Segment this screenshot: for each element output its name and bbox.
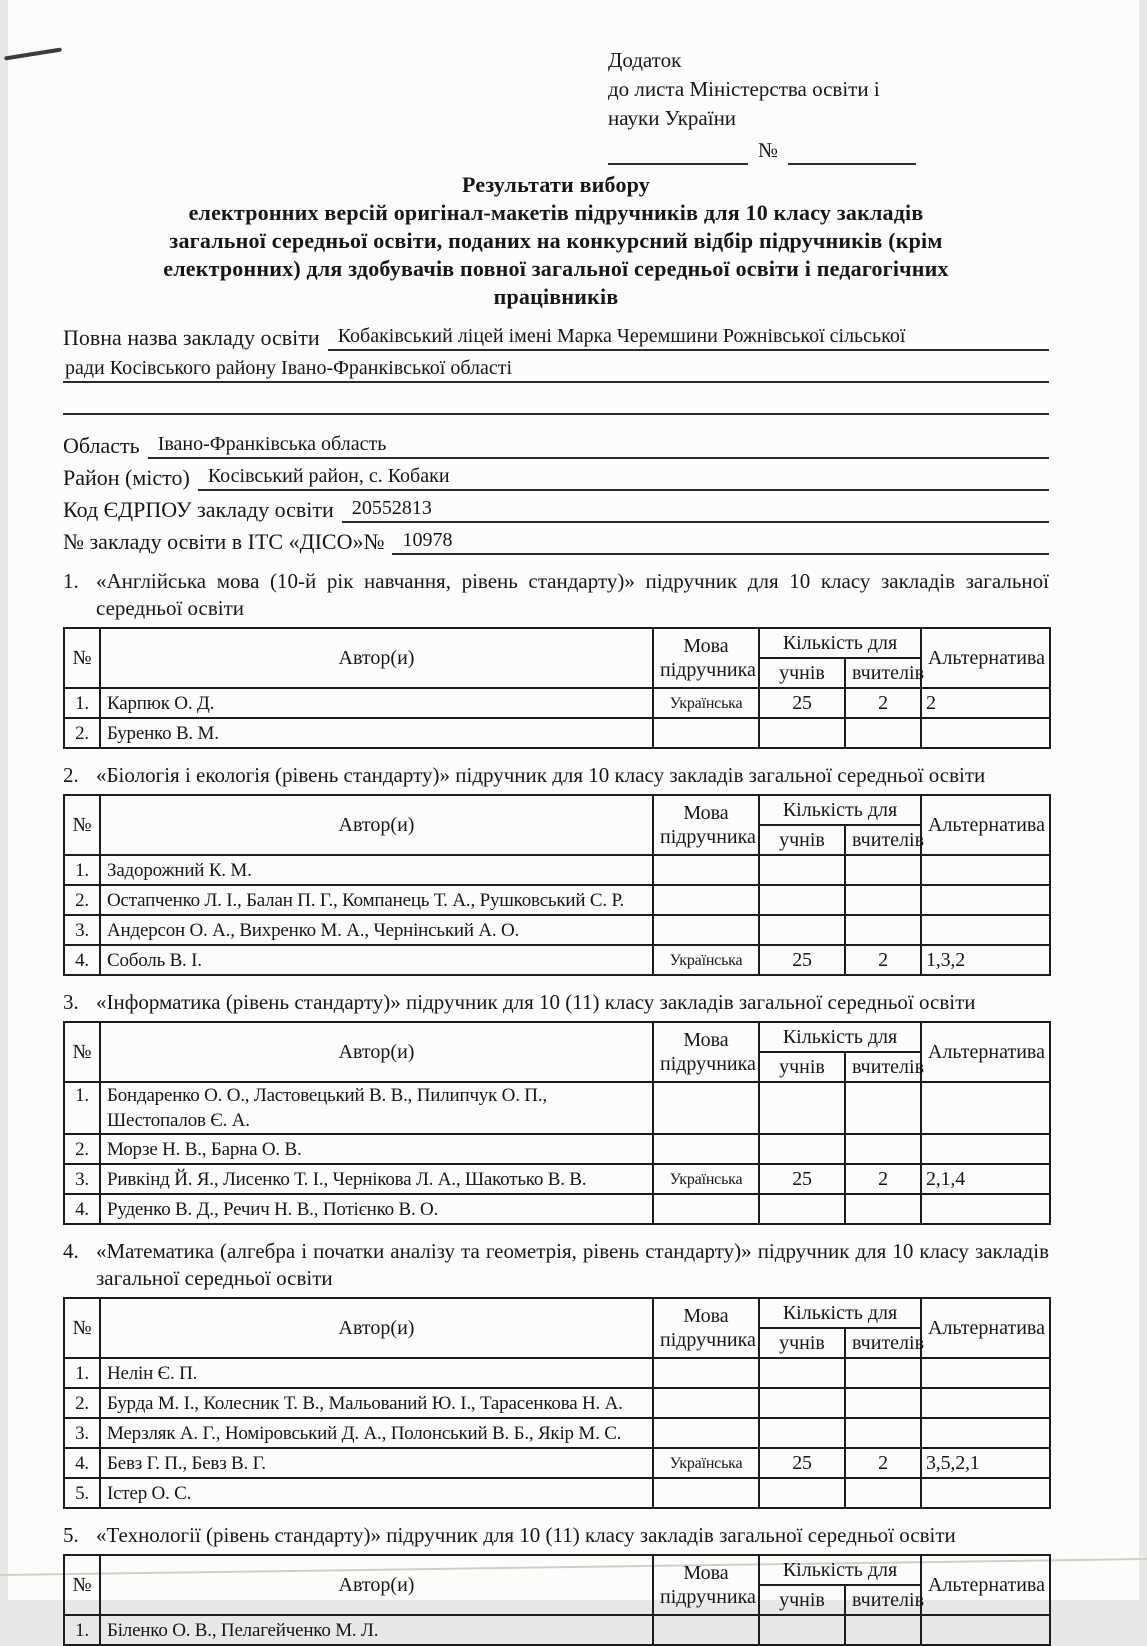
appendix-line: науки України [608,106,737,130]
section-heading-1 [63,568,1049,622]
table-row [64,718,1050,748]
col-header-quantity: Кількість для [759,1555,921,1585]
cell-alternative [921,1358,1050,1388]
cell-alternative [921,718,1050,748]
number-sign: № [758,138,779,162]
cell-teachers [845,1388,921,1418]
appendix-line: Додаток [608,48,682,72]
table-row [64,915,1050,945]
cell-language [653,1194,759,1224]
edrpou-label: Код ЄДРПОУ закладу освіти [63,497,334,522]
col-header-quantity: Кількість для [759,1298,921,1328]
section-number: 2. [63,763,79,787]
edrpou-value: 20552813 [342,497,1049,523]
cell-authors: Задорожний К. М. [100,855,653,885]
cell-authors: Руденко В. Д., Речич Н. В., Потієнко В. О. [100,1194,653,1224]
cell-students [759,718,845,748]
cell-num: 2. [64,885,100,915]
section-heading-3 [63,989,1049,1016]
col-header-teachers: вчителів [845,1328,921,1358]
cell-authors: Карпюк О. Д. [100,688,653,718]
textbook-table-5 [63,1554,1051,1646]
region-value: Івано-Франківська область [148,433,1049,459]
cell-alternative [921,1615,1050,1645]
cell-num: 1. [64,855,100,885]
col-header-quantity: Кількість для [759,795,921,825]
cell-students: 25 [759,688,845,718]
cell-language [653,885,759,915]
col-header-alternative: Альтернатива [921,795,1050,855]
cell-students: 25 [759,1164,845,1194]
col-header-authors: Автор(и) [100,1022,653,1082]
cell-language [653,1358,759,1388]
col-header-language: Мова підручника [653,1298,759,1358]
cell-authors: Ривкінд Й. Я., Лисенко Т. І., Чернікова Л. А., Шакотько В. В. [100,1164,653,1194]
cell-language: Українська [653,945,759,975]
col-header-num: № [64,628,100,688]
cell-students [759,915,845,945]
textbook-table-3 [63,1021,1051,1225]
cell-alternative [921,1082,1050,1134]
appendix-line: до листа Міністерства освіти і [608,77,880,101]
cell-authors: Бевз Г. П., Бевз В. Г. [100,1448,653,1478]
cell-num: 2. [64,1134,100,1164]
cell-authors: Біленко О. В., Пелагейченко М. Л. [100,1615,653,1645]
col-header-authors: Автор(и) [100,628,653,688]
cell-alternative: 1,3,2 [921,945,1050,975]
table-row [64,1358,1050,1388]
textbook-table-1 [63,627,1051,749]
textbook-table-4 [63,1297,1051,1509]
cell-language: Українська [653,688,759,718]
cell-authors: Остапченко Л. І., Балан П. Г., Компанець Т. А., Рушковський С. Р. [100,885,653,915]
table-row [64,1418,1050,1448]
cell-num: 3. [64,1418,100,1448]
section-number: 3. [63,990,79,1014]
scanned-document-page [8,0,1139,1641]
section-heading-2 [63,762,1049,789]
col-header-num: № [64,1022,100,1082]
col-header-quantity: Кількість для [759,1022,921,1052]
school-name-label: Повна назва закладу освіти [63,325,320,350]
col-header-language: Мова підручника [653,1022,759,1082]
cell-alternative [921,1194,1050,1224]
col-header-alternative: Альтернатива [921,1555,1050,1615]
cell-num: 3. [64,1164,100,1194]
table-row [64,945,1050,975]
section-title: «Технології (рівень стандарту)» підручник для 10 (11) класу закладів загальної середньої освіти [96,1523,956,1547]
cell-language [653,718,759,748]
col-header-teachers: вчителів [845,825,921,855]
title-line: Результати вибору [462,172,650,197]
section-number: 1. [63,569,79,593]
cell-teachers [845,1194,921,1224]
cell-alternative [921,1478,1050,1508]
title-line: загальної середньої освіти, поданих на конкурсний відбір підручників (крім [169,228,943,253]
cell-alternative: 2 [921,688,1050,718]
school-name-value-line1: Кобаківський ліцей імені Марка Черемшини Рожнівської сільської [328,325,1049,351]
diso-value: 10978 [392,529,1049,555]
title-line: працівників [493,284,619,309]
school-name-value-line2: ради Косівського району Івано-Франківської області [63,357,1049,383]
cell-teachers: 2 [845,688,921,718]
col-header-teachers: вчителів [845,658,921,688]
col-header-teachers: вчителів [845,1585,921,1615]
col-header-alternative: Альтернатива [921,1022,1050,1082]
cell-students [759,1358,845,1388]
col-header-language: Мова підручника [653,1555,759,1615]
cell-language [653,915,759,945]
cell-authors: Нелін Є. П. [100,1358,653,1388]
table-row [64,1478,1050,1508]
section-title: «Англійська мова (10-й рік навчання, рівень стандарту)» підручник для 10 класу закладів загальної середньої освіти [96,569,1049,620]
col-header-students: учнів [759,825,845,855]
cell-teachers [845,718,921,748]
col-header-students: учнів [759,1328,845,1358]
form-fields-block [63,427,1049,555]
section-heading-4 [63,1238,1049,1292]
col-header-language: Мова підручника [653,628,759,688]
table-row [64,1388,1050,1418]
cell-teachers [845,915,921,945]
blank-underline [788,139,916,165]
document-title [63,171,1049,311]
col-header-teachers: вчителів [845,1052,921,1082]
col-header-num: № [64,795,100,855]
cell-num: 4. [64,1448,100,1478]
cell-students [759,1194,845,1224]
cell-teachers [845,1418,921,1448]
pen-mark-artifact [4,47,62,60]
cell-students [759,1134,845,1164]
col-header-num: № [64,1298,100,1358]
cell-language [653,1134,759,1164]
col-header-students: учнів [759,1052,845,1082]
cell-language [653,1478,759,1508]
cell-teachers: 2 [845,1448,921,1478]
cell-authors: Соболь В. І. [100,945,653,975]
cell-alternative [921,855,1050,885]
table-row [64,688,1050,718]
section-title: «Інформатика (рівень стандарту)» підручник для 10 (11) класу закладів загальної середньої освіти [96,990,976,1014]
col-header-authors: Автор(и) [100,1298,653,1358]
cell-num: 1. [64,1358,100,1388]
blank-underline [608,139,748,165]
cell-teachers [845,885,921,915]
diso-label: № закладу освіти в ІТС «ДІСО»№ [63,529,385,554]
textbook-table-2 [63,794,1051,976]
cell-language [653,1615,759,1645]
table-row [64,855,1050,885]
district-label: Район (місто) [63,465,190,490]
school-name-value-line3 [63,412,1049,415]
cell-language [653,1418,759,1448]
cell-alternative [921,1418,1050,1448]
col-header-language: Мова підручника [653,795,759,855]
cell-students [759,1388,845,1418]
cell-alternative [921,915,1050,945]
cell-teachers [845,1082,921,1134]
cell-authors: Бондаренко О. О., Ластовецький В. В., Пилипчук О. П., Шестопалов Є. А. [100,1082,653,1134]
cell-language [653,855,759,885]
cell-num: 2. [64,718,100,748]
cell-num: 1. [64,1615,100,1645]
col-header-students: учнів [759,1585,845,1615]
cell-teachers: 2 [845,945,921,975]
cell-language [653,1082,759,1134]
cell-authors: Мерзляк А. Г., Номіровський Д. А., Полонський В. Б., Якір М. С. [100,1418,653,1448]
table-row [64,1134,1050,1164]
cell-students [759,1418,845,1448]
appendix-number-row [608,135,1049,165]
cell-students: 25 [759,1448,845,1478]
table-row [64,1082,1050,1134]
col-header-authors: Автор(и) [100,795,653,855]
cell-teachers [845,1358,921,1388]
col-header-num: № [64,1555,100,1615]
table-row [64,1615,1050,1645]
cell-students [759,1478,845,1508]
cell-teachers [845,1478,921,1508]
title-line: електронних) для здобувачів повної загальної середньої освіти і педагогічних [163,256,949,281]
cell-teachers: 2 [845,1164,921,1194]
cell-num: 2. [64,1388,100,1418]
col-header-quantity: Кількість для [759,628,921,658]
cell-alternative [921,1134,1050,1164]
cell-authors: Бурда М. І., Колесник Т. В., Мальований Ю. І., Тарасенкова Н. А. [100,1388,653,1418]
school-name-block [63,319,1049,415]
section-number: 4. [63,1239,79,1263]
section-heading-5 [63,1522,1049,1549]
cell-num: 5. [64,1478,100,1508]
table-row [64,1164,1050,1194]
table-row [64,885,1050,915]
cell-num: 4. [64,1194,100,1224]
table-row [64,1448,1050,1478]
cell-authors: Істер О. С. [100,1478,653,1508]
cell-teachers [845,1615,921,1645]
title-line: електронних версій оригінал-макетів підручників для 10 класу закладів [188,200,924,225]
section-number: 5. [63,1523,79,1547]
cell-num: 3. [64,915,100,945]
cell-num: 1. [64,1082,100,1134]
cell-authors: Буренко В. М. [100,718,653,748]
cell-language: Українська [653,1448,759,1478]
cell-authors: Морзе Н. В., Барна О. В. [100,1134,653,1164]
cell-num: 4. [64,945,100,975]
col-header-alternative: Альтернатива [921,1298,1050,1358]
col-header-alternative: Альтернатива [921,628,1050,688]
cell-language: Українська [653,1164,759,1194]
appendix-block [608,46,1049,165]
cell-num: 1. [64,688,100,718]
cell-students [759,1082,845,1134]
cell-alternative [921,885,1050,915]
col-header-students: учнів [759,658,845,688]
cell-students [759,1615,845,1645]
region-label: Область [63,433,140,458]
cell-teachers [845,1134,921,1164]
cell-alternative [921,1388,1050,1418]
col-header-authors: Автор(и) [100,1555,653,1615]
cell-students: 25 [759,945,845,975]
cell-authors: Андерсон О. А., Вихренко М. А., Чернінський А. О. [100,915,653,945]
cell-students [759,855,845,885]
district-value: Косівський район, с. Кобаки [198,465,1049,491]
cell-language [653,1388,759,1418]
section-title: «Математика (алгебра і початки аналізу та геометрія, рівень стандарту)» підручник для 10 класу закладів загальної середньої освіти [96,1239,1049,1290]
section-title: «Біологія і екологія (рівень стандарту)» підручник для 10 класу закладів загальної середньої освіти [96,763,986,787]
cell-teachers [845,855,921,885]
cell-alternative: 3,5,2,1 [921,1448,1050,1478]
cell-students [759,885,845,915]
cell-alternative: 2,1,4 [921,1164,1050,1194]
table-row [64,1194,1050,1224]
